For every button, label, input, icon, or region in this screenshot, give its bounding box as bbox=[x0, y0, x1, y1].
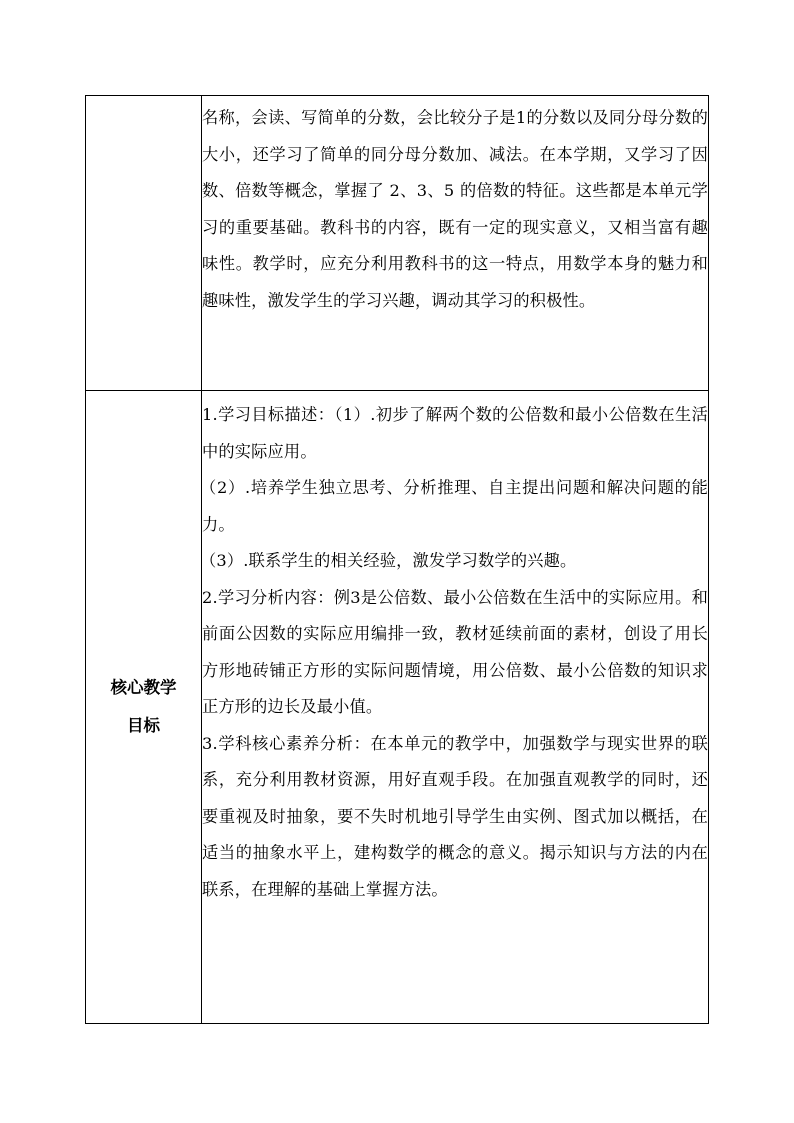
row-content-cell bbox=[202, 391, 709, 1024]
table-row-core-objectives bbox=[86, 391, 709, 1024]
analysis-paragraph: 2.学习分析内容：例3是公倍数、最小公倍数在生活中的实际应用。和前面公因数的实际应用编排一致，教材延续前面的素材，创设了用长方形地砖铺正方形的实际问题情境，用公倍数、最小公倍数的知识求正方形的边长及最小值。 bbox=[202, 587, 708, 716]
background-paragraph: 名称，会读、写简单的分数，会比较分子是1的分数以及同分母分数的大小，还学习了简单的同分母分数加、减法。在本学期，又学习了因数、倍数等概念，掌握了 2、3、5 的倍数的特征。这些都是本单元学习的重要基础。教科书的内容，既有一定的现实意义，又相当富有趣味性。教学时，应充分利用教科书的这一特点，用数学本身的魅力和趣味性，激发学生的学习兴趣，调动其学习的积极性。 bbox=[202, 108, 708, 310]
row-label-cell-empty bbox=[86, 96, 202, 391]
row-label-line-2: 目标 bbox=[127, 716, 160, 735]
row-content-cell bbox=[202, 96, 709, 391]
row-label-line-1: 核心教学 bbox=[110, 678, 177, 697]
row-label-cell bbox=[86, 391, 202, 1024]
literacy-paragraph: 3.学科核心素养分析：在本单元的教学中，加强数学与现实世界的联系，充分利用教材资源，用好直观手段。在加强直观教学的同时，还要重视及时抽象，要不失时机地引导学生由实例、图式加以概括，在适当的抽象水平上，建构数学的概念的意义。揭示知识与方法的内在联系，在理解的基础上掌握方法。 bbox=[202, 733, 708, 899]
objective-paragraph-2: （2）.培养学生独立思考、分析推理、自主提出问题和解决问题的能力。 bbox=[200, 478, 708, 534]
objective-paragraph-1: 1.学习目标描述：（1）.初步了解两个数的公倍数和最小公倍数在生活中的实际应用。 bbox=[202, 405, 708, 461]
lesson-plan-table bbox=[85, 95, 709, 1024]
objective-paragraph-3: （3）.联系学生的相关经验，激发学习数学的兴趣。 bbox=[200, 551, 577, 570]
table-row-background bbox=[86, 96, 709, 391]
